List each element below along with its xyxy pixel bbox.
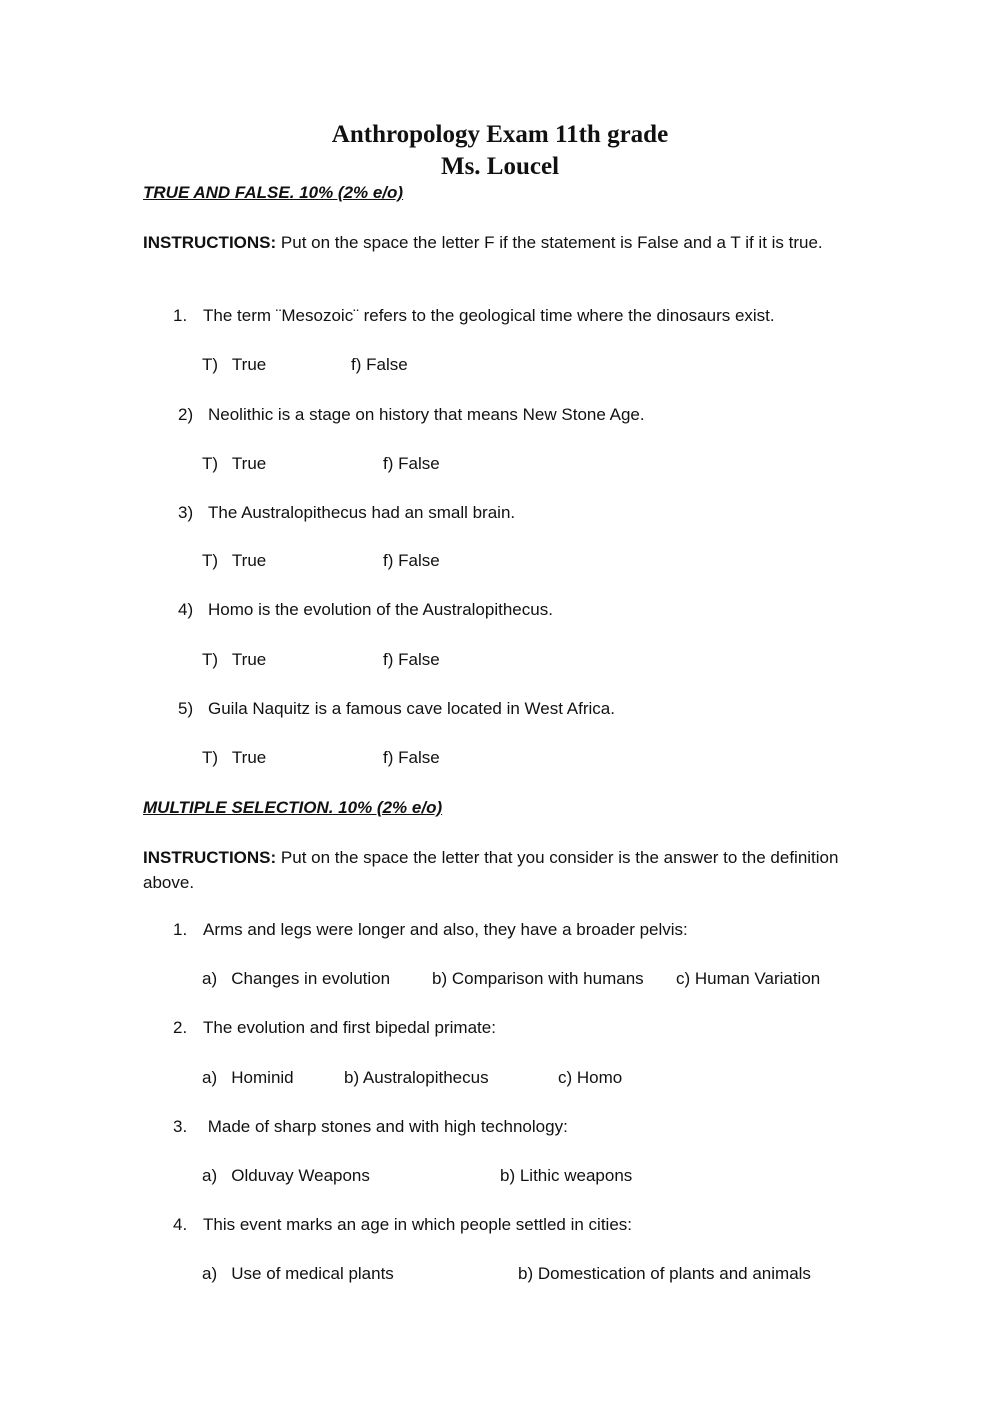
tf-section-heading: TRUE AND FALSE. 10% (2% e/o) — [143, 183, 404, 202]
ms-question-number: 2. — [173, 1018, 188, 1037]
ms-option-a[interactable]: a) Use of medical plants — [202, 1264, 394, 1283]
ms-option-a[interactable]: a) Olduvay Weapons — [202, 1166, 370, 1185]
ms-section-heading: MULTIPLE SELECTION. 10% (2% e/o) — [143, 798, 443, 817]
tf-option-true[interactable]: T) True — [202, 551, 267, 570]
tf-question-number: 1. — [173, 306, 188, 325]
tf-option-false[interactable]: f) False — [383, 454, 440, 473]
ms-option-b[interactable]: b) Comparison with humans — [432, 969, 644, 988]
ms-question-text: Arms and legs were longer and also, they have a broader pelvis: — [203, 920, 688, 939]
ms-instructions-text: Put on the space the letter that you consider is the answer to the definition above. — [143, 848, 839, 892]
tf-question-text: The Australopithecus had an small brain. — [208, 503, 516, 522]
tf-option-false[interactable]: f) False — [383, 551, 440, 570]
tf-question-number: 5) — [178, 699, 194, 718]
tf-option-true[interactable]: T) True — [202, 355, 267, 374]
ms-question-text: Made of sharp stones and with high technology: — [203, 1117, 568, 1136]
tf-option-true[interactable]: T) True — [202, 454, 267, 473]
ms-instructions — [143, 845, 843, 895]
ms-option-c[interactable]: c) Homo — [558, 1068, 623, 1087]
ms-question-number: 1. — [173, 920, 188, 939]
tf-question-text: Homo is the evolution of the Australopithecus. — [208, 600, 553, 619]
tf-question-number: 3) — [178, 503, 194, 522]
ms-option-a[interactable]: a) Hominid — [202, 1068, 294, 1087]
tf-option-false[interactable]: f) False — [351, 355, 408, 374]
tf-option-false[interactable]: f) False — [383, 748, 440, 767]
tf-option-true[interactable]: T) True — [202, 650, 267, 669]
exam-title: Anthropology Exam 11th grade — [331, 121, 669, 148]
tf-option-false[interactable]: f) False — [383, 650, 440, 669]
ms-option-b[interactable]: b) Lithic weapons — [500, 1166, 633, 1185]
tf-question-number: 4) — [178, 600, 194, 619]
tf-option-true[interactable]: T) True — [202, 748, 267, 767]
ms-option-b[interactable]: b) Domestication of plants and animals — [518, 1264, 811, 1283]
ms-question-text: The evolution and first bipedal primate: — [203, 1018, 496, 1037]
tf-question-text: Neolithic is a stage on history that means New Stone Age. — [208, 405, 645, 424]
teacher-name: Ms. Loucel — [440, 153, 560, 180]
ms-option-a[interactable]: a) Changes in evolution — [202, 969, 391, 988]
ms-option-b[interactable]: b) Australopithecus — [344, 1068, 489, 1087]
tf-question-text: Guila Naquitz is a famous cave located in West Africa. — [208, 699, 615, 718]
tf-instructions-label: INSTRUCTIONS: — [143, 233, 277, 252]
ms-question-text: This event marks an age in which people settled in cities: — [203, 1215, 633, 1234]
tf-question-number: 2) — [178, 405, 194, 424]
ms-instructions-label: INSTRUCTIONS: — [143, 848, 277, 867]
tf-question-text: The term ¨Mesozoic¨ refers to the geological time where the dinosaurs exist. — [203, 306, 775, 325]
tf-instructions-text: Put on the space the letter F if the statement is False and a T if it is true. — [276, 233, 823, 252]
ms-question-number: 3. — [173, 1117, 188, 1136]
ms-question-number: 4. — [173, 1215, 188, 1234]
tf-instructions — [143, 230, 843, 255]
ms-option-c[interactable]: c) Human Variation — [676, 969, 821, 988]
